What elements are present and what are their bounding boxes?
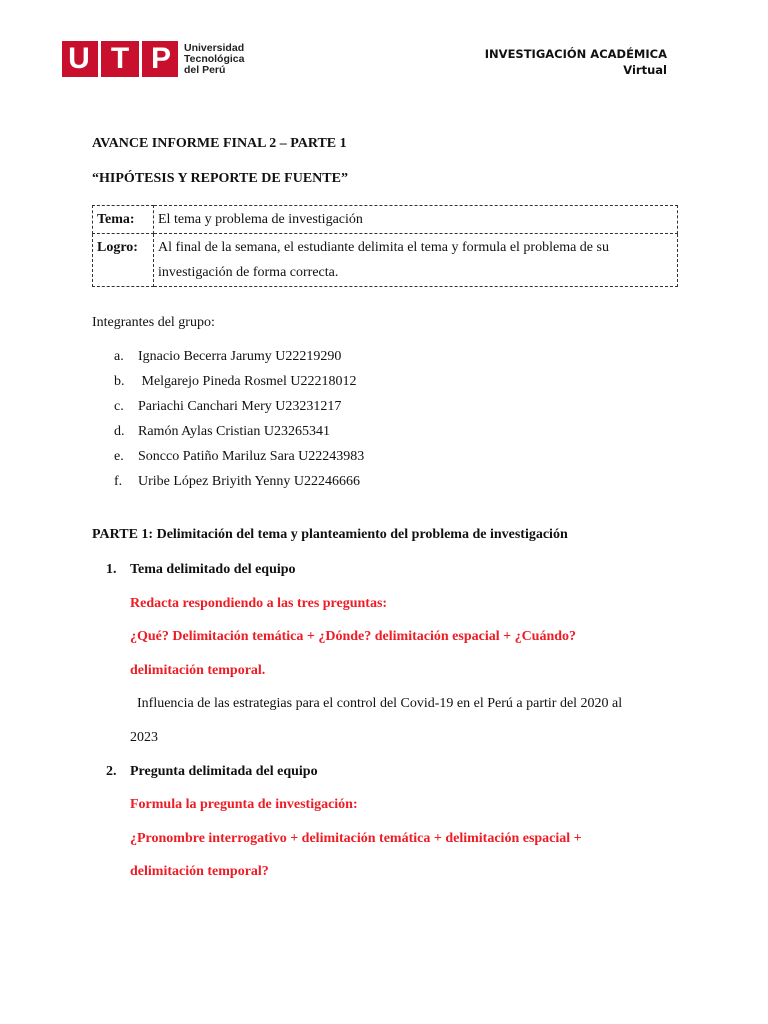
course-header [485,46,667,78]
topic-table [92,205,678,287]
members-list [114,344,364,494]
document-title: AVANCE INFORME FINAL 2 – PARTE 1 [92,136,347,151]
row-value: Al final de la semana, el estudiante delimita el tema y formula el problema de su investigación de forma correcta. [154,234,678,287]
row-label: Logro: [93,234,154,287]
section-1-answer: 2023 [130,730,158,745]
course-mode: Virtual [623,63,667,77]
course-name: INVESTIGACIÓN ACADÉMICA [484,47,667,61]
list-item: f. Uribe López Briyith Yenny U22246666 [114,474,361,489]
logo-wordmark: Universidad Tecnológica del Perú [184,41,245,76]
section-1-instruction: Redacta respondiendo a las tres preguntas: [130,596,388,611]
list-item: b. Melgarejo Pineda Rosmel U22218012 [114,374,357,389]
page-header [0,0,768,110]
section-2-instruction: ¿Pronombre interrogativo + delimitación temática + delimitación espacial + [130,831,582,846]
section-1-heading: 1. Tema delimitado del equipo [106,562,296,577]
utp-logo [62,41,244,77]
list-item: c. Pariachi Canchari Mery U23231217 [114,399,342,414]
document-subtitle: “HIPÓTESIS Y REPORTE DE FUENTE” [92,171,348,186]
section-2-heading: 2. Pregunta delimitada del equipo [106,764,318,779]
row-value: El tema y problema de investigación [154,206,678,234]
section-1-instruction: delimitación temporal. [130,663,266,678]
table-row [93,234,678,287]
section-1-instruction: ¿Qué? Delimitación temática + ¿Dónde? delimitación espacial + ¿Cuándo? [130,629,577,644]
logo-mark [62,41,178,77]
section-1-answer: Influencia de las estrategias para el control del Covid-19 en el Perú a partir del 2020 al [137,696,623,711]
row-label: Tema: [93,206,154,234]
logo-letter: U [68,42,90,75]
section-2-instruction: delimitación temporal? [130,864,269,879]
list-item: e. Soncco Patiño Mariluz Sara U22243983 [114,449,365,464]
list-item: d. Ramón Aylas Cristian U23265341 [114,424,330,439]
logo-letter: P [150,42,171,75]
members-label: Integrantes del grupo: [92,315,215,330]
part-heading: PARTE 1: Delimitación del tema y planteamiento del problema de investigación [92,527,568,542]
logo-letter: T [110,42,130,75]
list-item: a. Ignacio Becerra Jarumy U22219290 [114,349,342,364]
table-row [93,206,678,234]
section-2-instruction: Formula la pregunta de investigación: [130,797,358,812]
